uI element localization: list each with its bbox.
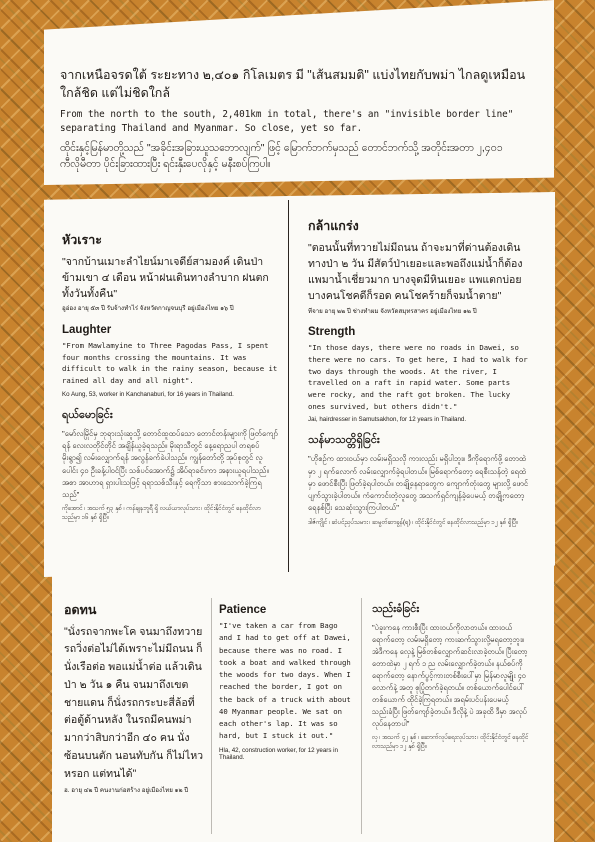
story-quote-thai: "จากบ้านเมาะลำไยน์มาเจดีย์สามองค์ เดินป่าข้ามเขา ๔ เดือน หน้าฝนเดินทางลำบาก ฝนตกทั้งวันทั้งคืน" (62, 255, 269, 301)
story-heading-english: Strength (308, 326, 356, 339)
bottom-story-burmese (372, 602, 530, 752)
story-heading-burmese: သည်းခံခြင်း (372, 603, 420, 615)
story-strength (308, 218, 530, 528)
story-heading-burmese: သန်မာသတ္တိရှိခြင်း (308, 434, 380, 447)
story-caption-burmese: ကိုအောင် ၊ အသက် ၅၃ နှစ် ၊ ကန်ချနဘူရီ ရှိ လယ်ယာလုပ်သား ၊ ထိုင်းနိုင်ငံတွင် နေထိုင်လာသည်မှာ ၁၆ နှစ် ရှိပြီ။ (62, 505, 261, 522)
story-quote-burmese: "မော်လမြိုင်မှ ဘုရားသုံးဆူသို့ တောင်ထူထပ်သော တောင်တန်းများကို ဖြတ်ကျော်ရန် လေးလတိုင်တိုင် အချိန်ယူခဲ့ရသည်။ မိုးရာသီတွင် နေ့ရောညပါ တရစပ် မိုးရွာ၍ လမ်းလျှောက်ရန် အလွန်ခက်ခဲပါသည်။ ကျွန်တော်တို့ အုပ်စုတွင် လူပေါင်း ၄၀ ဦးခန့်ပါဝင်ပြီး သစ်ပင်အောက်၌ အိပ်ရာခင်းကာ အနားယူရပါသည်။ အစာ အာဟာရ ရှားပါးသဖြင့် ရရာသစ်သီးနှင့် ရေကိုသာ စားသောက်ခဲ့ကြရသည်" (62, 428, 278, 500)
story-caption-english: Jai, hairdresser in Samutsakhon, for 12 years in Thailand. (308, 416, 467, 424)
bottom-story-english (219, 604, 355, 761)
column-divider (211, 598, 212, 834)
story-caption-thai: ฮ. อายุ ๔๒ ปี คนงานก่อสร้าง อยู่เมืองไทย ๑๒ ปี (64, 786, 189, 794)
story-caption-burmese: လှ ၊ အသက် ၄၂ နှစ် ၊ ဆောက်လုပ်ရေးလုပ်သား ၊ ထိုင်းနိုင်ငံတွင် နေထိုင်လာသည်မှာ ၁၂ နှစ် ရှိပြီ။ (372, 733, 529, 750)
story-quote-burmese: "ဟိုစဉ်က ထားဝယ်မှာ လမ်းမရှိသလို ကားလည်း မရှိပါဘူး။ ဒီကိုရောက်ဖို့ တောထဲမှာ ၂ ရက်လောက် လမ်းလျှောက်ခဲ့ရပါတယ်။ မြစ်ရောက်တော့ ရေစီးသန်တဲ့ ရေထဲမှာ ဖောင်စီးပြီး ဖြတ်ခဲ့ရပါတယ်။ တချို့နေရာတွေက ကျောက်တုံးတွေ များလို့ ဖောင်ပျက်သွားခဲ့ပါတယ်။ ကံကောင်းတဲ့လူတွေ အသက်ရှင်ကျန်ခဲ့ပေမယ့် တချို့ကတော့ ရေနစ်ပြီး သေဆုံးသွားကြပါတယ်" (308, 454, 529, 513)
intro-thai: จากเหนือจรดใต้ ระยะทาง ๒,๔๐๑ กิโลเมตร มี "เส้นสมมติ" แบ่งไทยกับพม่า ไกลดูเหมือนใกล้ชิด แต่ไม่ชิดใกล้ (60, 68, 526, 101)
story-heading-thai: กล้าแกร่ง (308, 219, 359, 233)
story-caption-thai: ทีจาย อายุ ๒๒ ปี ช่างทำผม จังหวัดสมุทรสาคร อยู่เมืองไทย ๑๒ ปี (308, 307, 477, 315)
story-quote-english: "In those days, there were no roads in Dawei, so there were no cars. To get here, I had to walk for two days through the woods. At the river, I travelled on a raft in rapid water. Some parts were rocky, and the raft got broken. The lucky ones survived, but others didn't." (308, 343, 528, 411)
story-caption-english: Ko Aung, 53, worker in Kanchanaburi, for 16 years in Thailand. (62, 390, 234, 398)
story-quote-english: "From Mawlamyine to Three Pagodas Pass, I spent four months crossing the mountains. It was difficult to walk in the rainy season, because it rained all day and all night". (62, 340, 278, 385)
story-heading-thai: หัวเราะ (62, 233, 102, 247)
story-laughter (62, 232, 278, 523)
story-caption-burmese: ဒါဇ်ကျိုင် ၊ ဆံပင်ညှပ်သမား ၊ ဆမွတ်ဆာခွန်(ရ) ၊ ထိုင်းနိုင်ငံတွင် နေထိုင်လာသည်မှာ ၁၂ နှစ် ရှိပြီ။ (308, 518, 519, 526)
bottom-story-thai (64, 602, 204, 795)
story-heading-thai: อดทน (64, 603, 97, 617)
column-divider (361, 598, 362, 834)
story-quote-english: "I've taken a car from Bago and I had to get off at Dawei, because there was no road. I took a boat and walked through the woods for two days. When I reached the border, I got on the back of a truck with about 40 Myanmar people. We sat on each other's lap. It was so hard, but I stuck it out." (219, 621, 351, 741)
story-caption-thai: อูอ่อง อายุ ๕๓ ปี รับจ้างทำไร่ จังหวัดกาญจนบุรี อยู่เมืองไทย ๑๖ ปี (62, 305, 234, 313)
intro-english: From the north to the south, 2,401km in total, there's an "invisible border line" separating Thailand and Myanmar. So close, yet so far. (60, 109, 514, 134)
story-heading-english: Laughter (62, 323, 112, 336)
column-divider (288, 200, 289, 572)
story-quote-burmese: "ပဲခူးကနေ ကားစီးပြီး ထားဝယ်ကိုလာတယ်။ ထားဝယ်ရောက်တော့ လမ်းမရှိတော့ ကားဆက်သွားလို့မရတော့ဘူး။ အဲဒီကနေ လှေနဲ့ မြစ်တစ်လျှောက်ဆင်းလာခဲ့တယ်။ ပြီးတော့ တောထဲမှာ ၂ ရက် ၁ ည လမ်းလျှောက်ခဲ့တယ်။ နယ်စပ်ကိုရောက်တော့ နောက်ပွင့်ကားတစ်စီးပေါ်မှာ မြန်မာလူမျိုး ၄၀ လောက်နဲ့ အတူ စုပြုံတက်ခဲ့ရတယ်။ တစ်ယောက်ပေါင်ပေါ် တစ်ယောက် ထိုင်ခဲ့ကြရတယ်။ အရမ်းပင်ပန်းပေမယ့် သည်းခံပြီး ဖြတ်ကျော်ခဲ့တယ်။ ဒီလိုနဲ့ ပဲ အခုထိ ဒီမှာ အလုပ်လုပ်နေတာပါ" (372, 623, 528, 728)
story-heading-burmese: ရယ်မောခြင်း (62, 408, 113, 421)
story-quote-thai: "ตอนนั้นที่ทวายไม่มีถนน ถ้าจะมาที่ด่านต้องเดินทางป่า ๒ วัน มีสัตว์ป่าเยอะและพอถึงแม่น้ำก็ต้องแพมาน้ำเชี่ยวมาก บางจุดมีหินเยอะ แพแตกบ่อย บางคนโชคดีก็รอด คนโชคร้ายก็จมน้ำตาย" (308, 241, 523, 303)
story-heading-english: Patience (219, 604, 267, 616)
story-quote-thai: "นั่งรถจากพะโค จนมาถึงทวาย รถวิ่งต่อไม่ได้เพราะไม่มีถนน ก็นั่งเรือต่อ พอแม่น้ำต่อ แล้วเดินป่า ๒ วัน ๑ คืน จนมาถึงเขตชายแดน ก็นั่งรถกระบะสี่ล้อที่ต่อตู้ด้านหลัง ในรถมีคนพม่ามากว่าสิบกว่าอีก ๔๐ คน นั่งซ้อนบนตัก นอนทับกัน ก็ไม่ไหวหรอก แต่ทนได้" (64, 625, 204, 780)
intro-burmese: ထိုင်းနှင့်မြန်မာတို့သည် "အခိုင်းအခြားယူသဘောလျက်" ဖြင့် မြောက်ဘက်မှသည် တောင်ဘက်သို့ အတိုင်းအတာ ၂,၄၀၁ ကီလိုမီတာ ပိုင်းခြားထားပြီး ရင်းနှီးပေလိုနှင့် မနီးစပ်ကြပါ။ (60, 142, 503, 170)
intro-block (60, 66, 530, 173)
story-caption-english: Hla, 42, construction worker, for 12 years in Thailand. (219, 746, 338, 761)
